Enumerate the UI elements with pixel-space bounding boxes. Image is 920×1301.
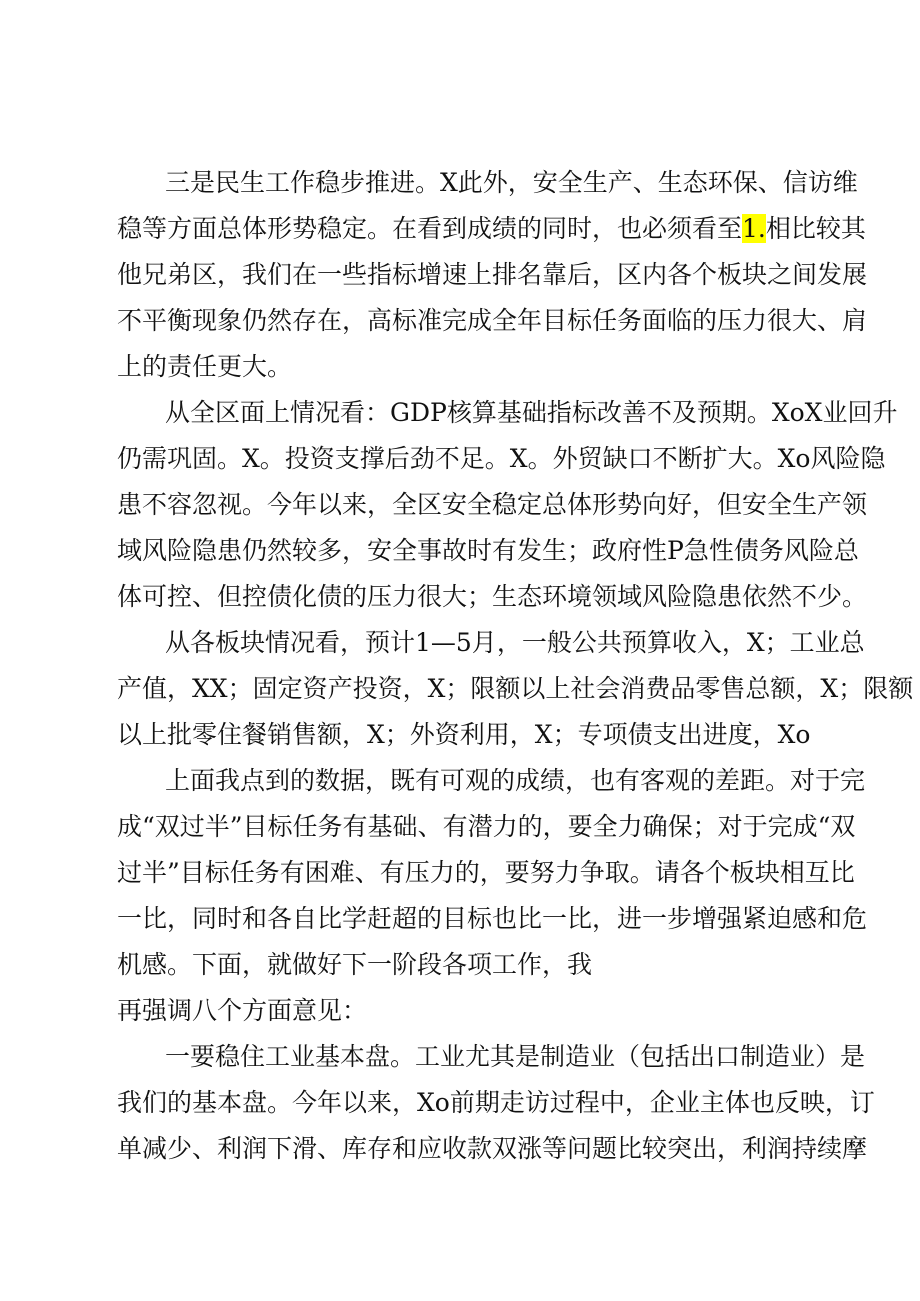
paragraph-2-line-5: 体可控、但控债化债的压力很大；生态环境领域风险隐患依然不少。 xyxy=(117,582,868,611)
paragraph-4-line-5: 机感。下面，就做好下一阶段各项工作，我 xyxy=(117,950,593,979)
paragraph-2-line-1: 从全区面上情况看：GDP核算基础指标改善不及预期。XoX业回升 xyxy=(165,398,898,427)
paragraph-3-line-1: 从各板块情况看，预计1—5月，一般公共预算收入，X；工业总 xyxy=(165,628,865,657)
paragraph-2-line-2: 仍需巩固。X。投资支撑后劲不足。X。外贸缺口不断扩大。Xo风险隐 xyxy=(117,444,886,473)
paragraph-5-line-3: 单减少、利润下滑、库存和应收款双涨等问题比较突出，利润持续摩 xyxy=(117,1134,868,1163)
paragraph-1-line-5: 上的责任更大。 xyxy=(117,352,293,381)
paragraph-4-line-3: 过半”目标任务有困难、有压力的，要努力争取。请各个板块相互比 xyxy=(117,858,855,887)
paragraph-1-line-3: 他兄弟区，我们在一些指标增速上排名靠后，区内各个板块之间发展 xyxy=(117,260,868,289)
highlighted-text: 1. xyxy=(742,214,766,243)
paragraph-1-line-2-tail: 相比较其 xyxy=(765,214,866,243)
paragraph-1-line-2 xyxy=(0,212,920,246)
paragraph-5-line-1: 一要稳住工业基本盘。工业尤其是制造业（包括出口制造业）是 xyxy=(165,1042,866,1071)
paragraph-1-line-2-text: 稳等方面总体形势稳定。在看到成绩的同时，也必须看至 xyxy=(117,214,743,243)
paragraph-5-line-2: 我们的基本盘。今年以来，Xo前期走访过程中，企业主体也反映，订 xyxy=(117,1088,875,1117)
paragraph-2-line-4: 域风险隐患仍然较多，安全事故时有发生；政府性P急性债务风险总 xyxy=(117,536,859,565)
paragraph-1-line-4: 不平衡现象仍然存在，高标准完成全年目标任务面临的压力很大、肩 xyxy=(117,306,868,335)
paragraph-4-line-4: 一比，同时和各自比学赶超的目标也比一比，进一步增强紧迫感和危 xyxy=(117,904,868,933)
paragraph-4-line-2: 成“双过半”目标任务有基础、有潜力的，要全力确保；对于完成“双 xyxy=(117,812,856,841)
paragraph-3-line-3: 以上批零住餐销售额，X；外资利用，X；专项债支出进度，Xo xyxy=(117,720,811,749)
paragraph-2-line-3: 患不容忽视。今年以来，全区安全稳定总体形势向好，但安全生产领 xyxy=(117,490,868,519)
paragraph-1-line-1: 三是民生工作稳步推进。X此外，安全生产、生态环保、信访维 xyxy=(165,168,858,197)
paragraph-3-line-2: 产值，XX；固定资产投资，X；限额以上社会消费品零售总额，X；限额 xyxy=(117,674,914,703)
paragraph-4-line-6: 再强调八个方面意见： xyxy=(117,996,368,1025)
paragraph-4-line-1: 上面我点到的数据，既有可观的成绩，也有客观的差距。对于完 xyxy=(165,766,866,795)
